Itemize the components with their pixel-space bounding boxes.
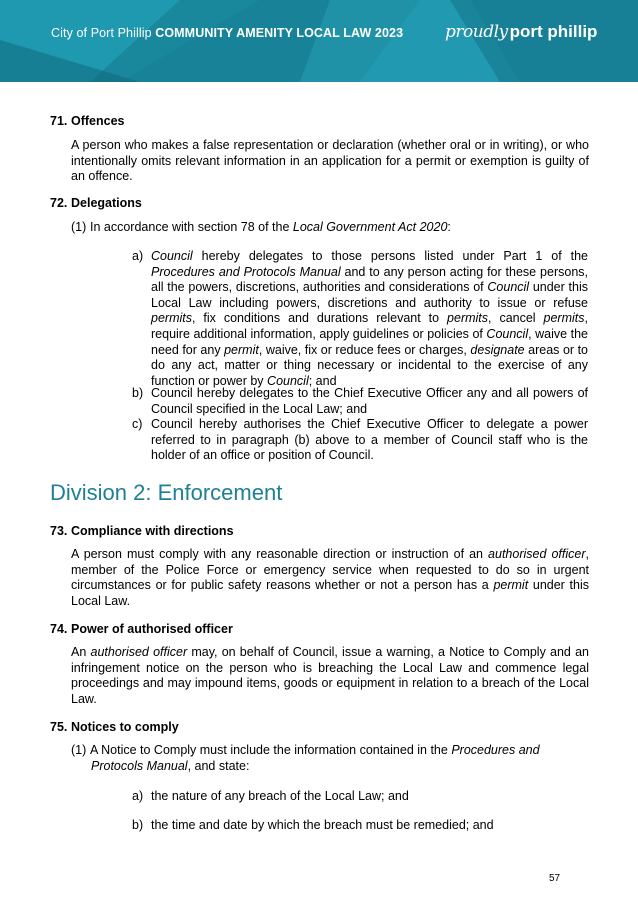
section-75-subclause-1: (1) A Notice to Comply must include the information contained in the Procedures and — [71, 743, 540, 757]
division-heading: Division 2: Enforcement — [50, 480, 283, 505]
section-75-subclause-1-cont: Protocols Manual, and state: — [91, 759, 250, 773]
section-72-item-b: b) Council hereby delegates to the Chief Executive Officer any and all powers of Council specified in the Local Law; and — [132, 386, 588, 416]
section-71-body: A person who makes a false representation or declaration (whether oral or in writing), or who intentionally omits relevant information in an application for a permit or exemption is guilty of an offence. — [71, 138, 589, 184]
section-75-heading: 75. Notices to comply — [50, 720, 179, 734]
section-74-body: An authorised officer may, on behalf of Council, issue a warning, a Notice to Comply and an infringement notice on the person who is breaching the Local Law and commence legal proceedings and may impound items, goods or equipment in relation to a breach of the Local Law. — [71, 645, 589, 706]
section-72-item-c: c) Council hereby authorises the Chief Executive Officer to delegate a power referred to in paragraph (b) above to a member of Council staff who is the holder of an office or position of Council. — [132, 417, 588, 463]
section-71-heading: 71. Offences — [50, 114, 125, 128]
section-75-item-a: a) the nature of any breach of the Local Law; and — [132, 789, 409, 803]
page-number: 57 — [549, 873, 561, 884]
section-72-heading: 72. Delegations — [50, 196, 142, 210]
section-73-body: A person must comply with any reasonable direction or instruction of an authorised officer, member of the Police Force or emergency service when requested to do so in urgent circumstances or for public safety reasons whether or not a person has a permit under this Local Law. — [71, 547, 589, 608]
section-72-item-a: a) Council hereby delegates to those persons listed under Part 1 of the Procedures and Protocols Manual and to any person acting for these persons, all the powers, discretions, authorities and considerations of Council under this Local Law including powers, discretions and authority to issue or refuse permits, fix conditions and durations relevant to permits, cancel permits, require additional information, apply guidelines or policies of Council, waive the need for any permit, waive, fix or reduce fees or charges, designate areas or to do any act, matter or thing necessary or incidental to the exercise of any function or power by Council; and — [132, 249, 589, 388]
section-73-heading: 73. Compliance with directions — [50, 524, 234, 538]
section-74-heading: 74. Power of authorised officer — [50, 622, 233, 636]
port-phillip-logo: proudly port phillip — [445, 22, 598, 42]
section-72-subclause-1: (1) In accordance with section 78 of the Local Government Act 2020: — [71, 220, 451, 234]
header-title: City of Port Phillip COMMUNITY AMENITY LOCAL LAW 2023 — [51, 26, 404, 40]
page-header — [0, 0, 638, 82]
section-75-item-b: b) the time and date by which the breach must be remedied; and — [132, 818, 494, 832]
